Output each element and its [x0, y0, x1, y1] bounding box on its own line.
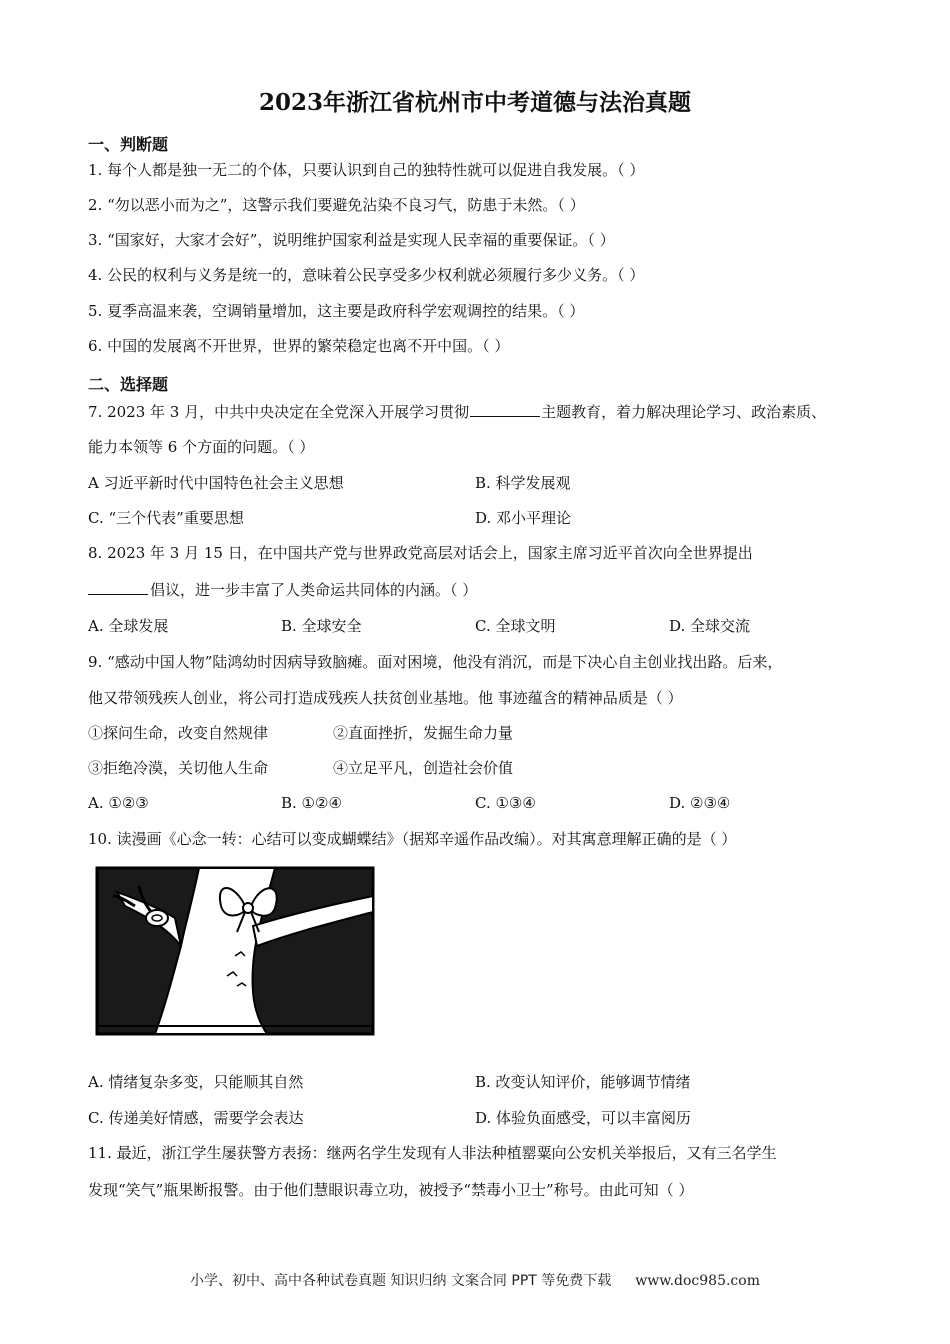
question-9-option-a: A. ①②③ [88, 794, 149, 812]
page-title: 2023年浙江省杭州市中考道德与法治真题 [258, 89, 691, 116]
question-8-stem-line2 [88, 580, 477, 600]
question-9-stem: 9. “感动中国人物”陆鸿幼时因病导致脑瘫。面对困境，他没有消沉，而是下决心自主创业找出路。后来， [88, 653, 783, 671]
judgment-item-2: 2. “勿以恶小而为之”，这警示我们要避免沾染不良习气，防患于未然。（ ） [88, 196, 585, 214]
judgment-item-5: 5. 夏季高温来袭，空调销量增加，这主要是政府科学宏观调控的结果。（ ） [88, 302, 585, 320]
question-11-stem-line2: 发现“笑气”瓶果断报警。由于他们慧眼识毒立功，被授予“禁毒小卫士”称号。由此可知（ ） [88, 1181, 694, 1199]
question-10-option-a: A. 情绪复杂多变，只能顺其自然 [88, 1073, 304, 1091]
question-7-option-a: A 习近平新时代中国特色社会主义思想 [88, 474, 344, 492]
judgment-item-1: 1. 每个人都是独一无二的个体，只要认识到自己的独特性就可以促进自我发展。（ ） [88, 161, 645, 179]
fill-blank [470, 402, 540, 417]
question-8-stem: 8. 2023 年 3 月 15 日，在中国共产党与世界政党高层对话会上，国家主席习近平首次向全世界提出 [88, 544, 753, 562]
footer-text: 小学、初中、高中各种试卷真题 知识归纳 文案合同 PPT 等免费下载 [190, 1273, 612, 1289]
section-heading-choice: 二、选择题 [88, 375, 169, 394]
cartoon-image [95, 866, 375, 1036]
question-8-option-c: C. 全球文明 [475, 617, 556, 635]
question-7-option-c: C. “三个代表”重要思想 [88, 509, 244, 527]
question-11-stem: 11. 最近，浙江学生屡获警方表扬：继两名学生发现有人非法种植罂粟向公安机关举报后，又有三名学生 [88, 1144, 777, 1162]
question-8-stem-b: 倡议，进一步丰富了人类命运共同体的内涵。（ ） [150, 581, 478, 599]
question-7-option-b: B. 科学发展观 [475, 474, 571, 492]
question-9-statement-2: ②直面挫折，发掘生命力量 [333, 724, 514, 742]
question-7-option-d: D. 邓小平理论 [475, 509, 572, 527]
question-9-statement-4: ④立足平凡，创造社会价值 [333, 759, 514, 777]
question-10-option-c: C. 传递美好情感，需要学会表达 [88, 1109, 304, 1127]
question-9-statement-1: ①探问生命，改变自然规律 [88, 724, 269, 742]
judgment-item-3: 3. “国家好，大家才会好”，说明维护国家利益是实现人民幸福的重要保证。（ ） [88, 231, 615, 249]
question-7-stem-b: 主题教育，着力解决理论学习、政治素质、 [541, 403, 827, 421]
question-9-option-b: B. ①②④ [281, 794, 342, 812]
question-9-statement-3: ③拒绝冷漠，关切他人生命 [88, 759, 269, 777]
question-9-stem-line2: 他又带领残疾人创业，将公司打造成残疾人扶贫创业基地。他 事迹蕴含的精神品质是（ ） [88, 689, 683, 707]
question-10-stem: 10. 读漫画《心念一转：心结可以变成蝴蝶结》（据郑辛遥作品改编）。对其寓意理解正确的是（ ） [88, 830, 737, 848]
footer-link[interactable]: www.doc985.com [635, 1273, 760, 1289]
question-9-option-d: D. ②③④ [669, 794, 731, 812]
section-heading-judgment: 一、判断题 [88, 135, 169, 154]
question-10-option-b: B. 改变认知评价，能够调节情绪 [475, 1073, 691, 1091]
question-8-option-b: B. 全球安全 [281, 617, 362, 635]
page-footer [0, 1270, 950, 1290]
question-7-stem [88, 402, 826, 422]
fill-blank [88, 580, 148, 595]
question-8-option-d: D. 全球交流 [669, 617, 751, 635]
question-8-option-a: A. 全球发展 [88, 617, 169, 635]
question-7-stem-a: 7. 2023 年 3 月，中共中央决定在全党深入开展学习贯彻 [88, 403, 470, 421]
question-9-option-c: C. ①③④ [475, 794, 536, 812]
question-7-stem-line2: 能力本领等 6 个方面的问题。（ ） [88, 438, 315, 456]
judgment-item-4: 4. 公民的权利与义务是统一的，意味着公民享受多少权利就必须履行多少义务。（ ） [88, 266, 645, 284]
judgment-item-6: 6. 中国的发展离不开世界，世界的繁荣稳定也离不开中国。（ ） [88, 337, 510, 355]
question-10-option-d: D. 体验负面感受，可以丰富阅历 [475, 1109, 692, 1127]
